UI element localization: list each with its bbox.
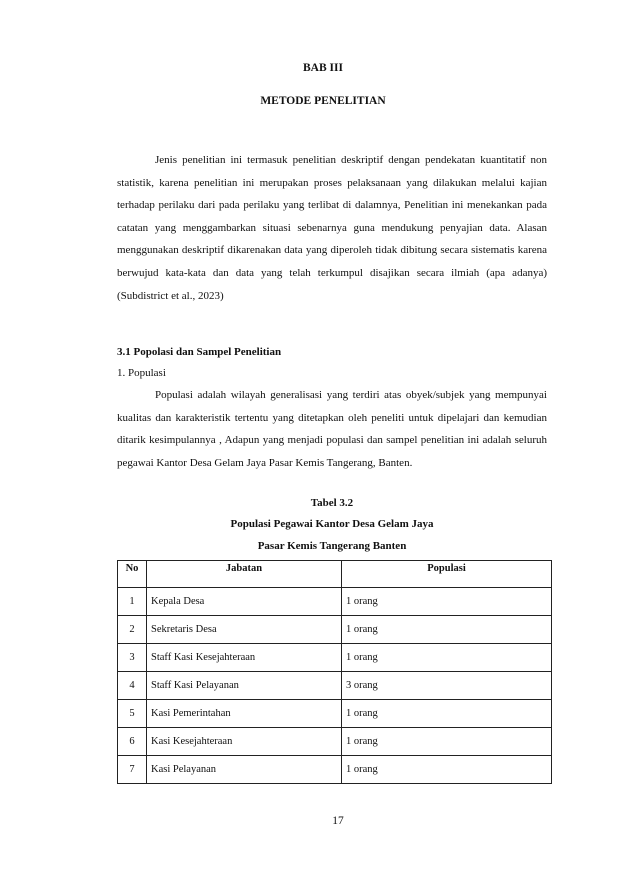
cell-populasi: 1 orang <box>342 700 552 728</box>
cell-jabatan: Sekretaris Desa <box>147 616 342 644</box>
table-row <box>118 728 552 756</box>
header-populasi: Populasi <box>342 561 552 588</box>
intro-paragraph-text: Jenis penelitian ini termasuk penelitian deskriptif dengan pendekatan kuantitatif non statistik, karena penelitian ini merupakan proses pelaksanaan yang dilakukan melalui kajian terhadap perilaku dari pada perilaku yang terlibat di dalamnya, Penelitian ini menekankan pada catatan yang menggambarkan situasi sebenarnya guna mendukung penyajian data. Alasan menggunakan deskriptif dikarenakan data yang diperoleh tidak dibitung secara sistematis karena berwujud kata-kata dan data yang telah terkumpul disajikan secara ilmiah (apa adanya) (Subdistrict et al., 2023) <box>117 154 547 302</box>
table-row <box>118 588 552 616</box>
header-jabatan: Jabatan <box>147 561 342 588</box>
cell-populasi: 1 orang <box>342 644 552 672</box>
cell-no: 2 <box>118 616 147 644</box>
population-table <box>117 560 552 784</box>
table-header-row <box>118 561 552 588</box>
section-subheading: 1. Populasi <box>117 367 166 379</box>
cell-populasi: 1 orang <box>342 756 552 784</box>
table-caption-location: Pasar Kemis Tangerang Banten <box>257 540 407 552</box>
page-number: 17 <box>332 815 344 827</box>
chapter-title: BAB III <box>303 62 343 74</box>
cell-jabatan: Kasi Pemerintahan <box>147 700 342 728</box>
intro-paragraph <box>117 149 547 307</box>
cell-populasi: 1 orang <box>342 728 552 756</box>
cell-populasi: 3 orang <box>342 672 552 700</box>
table-row <box>118 616 552 644</box>
cell-jabatan: Kasi Kesejahteraan <box>147 728 342 756</box>
cell-populasi: 1 orang <box>342 588 552 616</box>
cell-no: 7 <box>118 756 147 784</box>
population-paragraph <box>117 384 547 474</box>
cell-jabatan: Kepala Desa <box>147 588 342 616</box>
table-row <box>118 700 552 728</box>
header-no: No <box>118 561 147 588</box>
table-caption-title: Populasi Pegawai Kantor Desa Gelam Jaya <box>230 518 434 530</box>
cell-jabatan: Kasi Pelayanan <box>147 756 342 784</box>
table-row <box>118 672 552 700</box>
cell-no: 4 <box>118 672 147 700</box>
cell-no: 3 <box>118 644 147 672</box>
table-row <box>118 756 552 784</box>
section-heading: 3.1 Popolasi dan Sampel Penelitian <box>117 346 282 358</box>
chapter-subtitle: METODE PENELITIAN <box>260 95 386 107</box>
cell-populasi: 1 orang <box>342 616 552 644</box>
table-row <box>118 644 552 672</box>
cell-no: 1 <box>118 588 147 616</box>
cell-jabatan: Staff Kasi Pelayanan <box>147 672 342 700</box>
table-caption-number: Tabel 3.2 <box>310 497 354 509</box>
cell-no: 6 <box>118 728 147 756</box>
cell-jabatan: Staff Kasi Kesejahteraan <box>147 644 342 672</box>
population-paragraph-text: Populasi adalah wilayah generalisasi yang terdiri atas obyek/subjek yang mempunyai kualitas dan karakteristik tertentu yang ditetapkan oleh peneliti untuk dipelajari dan kemudian ditarik kesimpulannya , Adapun yang menjadi populasi dan sampel penelitian ini adalah seluruh pegawai Kantor Desa Gelam Jaya Pasar Kemis Tangerang, Banten. <box>117 389 547 469</box>
cell-no: 5 <box>118 700 147 728</box>
